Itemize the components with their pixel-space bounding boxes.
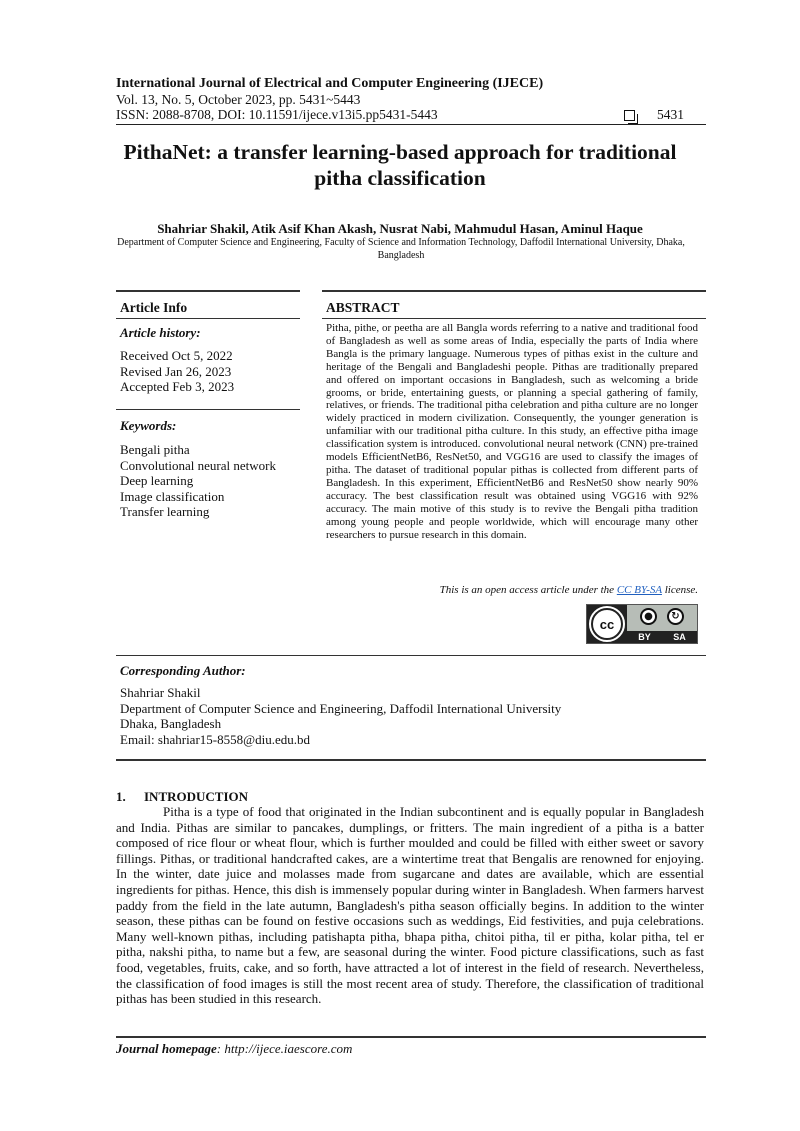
- license-prefix: This is an open access article under the: [439, 584, 617, 596]
- share-alike-icon: ↻: [667, 608, 684, 625]
- cc-icon: cc: [591, 608, 623, 640]
- homepage-url[interactable]: : http://ijece.iaescore.com: [216, 1041, 353, 1056]
- page-box-icon: [624, 110, 635, 121]
- received-date: Received Oct 5, 2022: [120, 348, 233, 363]
- keywords-heading: Keywords:: [120, 418, 177, 433]
- author-email: Email: shahriar15-8558@diu.edu.bd: [120, 731, 310, 747]
- homepage-label: Journal homepage: [116, 1041, 217, 1056]
- cc-logo: [587, 605, 627, 643]
- keyword-item: Deep learning: [120, 473, 194, 488]
- volume-line: Vol. 13, No. 5, October 2023, pp. 5431~5443: [116, 92, 361, 107]
- affiliation: Department of Computer Science and Engineering, Faculty of Science and Information Technology, Daffodil International University, Dhaka, Bangladesh: [117, 237, 685, 261]
- section-title: INTRODUCTION: [144, 789, 249, 804]
- issn-doi: ISSN: 2088-8708, DOI: 10.11591/ijece.v13i5.pp5431-5443: [116, 107, 438, 122]
- attribution-person-icon: ●: [640, 608, 657, 625]
- issn-line: [116, 107, 686, 123]
- cc-attribution-panel: [627, 605, 697, 643]
- keyword-item: Bengali pitha: [120, 442, 190, 457]
- page-number: 5431: [657, 107, 684, 122]
- abstract-text: Pitha, pithe, or peetha are all Bangla words referring to a native and traditional food of Bangladesh as well as some areas of India, especially the parts of India where Bangla is the primary language. Numerous types of pithas exist in the culture and heritage of the Bengali and Bangladeshi people. Pithas are traditionally prepared and offered on important occasions in Bangladesh, such as welcoming a bride grooms, or bride, entertaining guests, or planning a special gathering of family, relatives, or friends. The traditional pitha celebration and pitha culture are no longer widely practiced in modern civilization. Consequently, the younger generation is unfamiliar with our traditional pitha culture. In this study, an effective pitha image classification system is introduced. convolutional neural network (CNN) pre-trained models EfficientNetB6, ResNet50, and VGG16 are used to classify the images of pitha. The dataset of traditional popular pithas is collected from different parts of Bangladesh. In this experiment, EfficientNetB6 and ResNet50 show nearly 90% accuracy. The best classification result was obtained using VGG16 with 92% accuracy. The main motive of this study is to revive the Bengali pitha tradition among young people and people worldwide, which will encourage many other researchers to pursue research in this domain.: [326, 322, 698, 541]
- accepted-date: Accepted Feb 3, 2023: [120, 379, 235, 394]
- keywords-list: [120, 442, 276, 520]
- article-info-heading: Article Info: [120, 300, 188, 315]
- journal-homepage: [116, 1041, 352, 1057]
- corresponding-heading: Corresponding Author:: [120, 663, 246, 678]
- keyword-item: Transfer learning: [120, 504, 210, 519]
- page-number-group: [624, 107, 684, 123]
- section-number: 1.: [116, 789, 126, 804]
- abstract-top-rule: [322, 290, 706, 292]
- article-history-heading: Article history:: [120, 325, 201, 340]
- article-history: [120, 348, 234, 395]
- cc-by-sa-link[interactable]: CC BY-SA: [616, 584, 662, 596]
- revised-date: Revised Jan 26, 2023: [120, 363, 232, 379]
- article-info-head-rule: [116, 318, 300, 319]
- abstract-head-rule: [322, 318, 706, 319]
- introduction-paragraph: Pitha is a type of food that originated in the Indian subcontinent and is equally popular in Bangladesh and India. Pithas are similar to pancakes, dumplings, or fritters. The main ingredient of a pitha is a batter composed of rice flour or wheat flour, which is further moulded and could be filled with either sweet or savory fillings. Pithas, or traditional handcrafted cakes, are a wintertime treat that Bengalis are renowned for enjoying. In the winter, date juice and molasses made from sugarcane and dates are available, which are essential ingredients for pithas. Hence, this dish is immensely popular during winter in Bangladesh. When farmers harvest paddy from the field in the late autumn, Bangladesh's pitha season officially begins. In addition to the winter season, these pithas can be found on festive occasions such as weddings, Eid festivities, and puja celebrations. Many well-known pithas, including patishapta pitha, bhapa pitha, chitoi pitha, til er pitha, kolar pitha, tel er pitha, nakshi pitha, to name but a few, are seasonal during the winter. Food picture classifications, such as fast food, vegetables, fruits, cake, and so forth, have attracted a lot of interest in the field of research. Nevertheless, the classification of food images is still the most recent area of study. Therefore, the classification of traditional pithas has been studied in this research.: [116, 804, 704, 1007]
- paper-title: PithaNet: a transfer learning-based approach for traditional pitha classification: [123, 140, 677, 190]
- author-name: Shahriar Shakil: [120, 685, 201, 700]
- article-info-top-rule: [116, 290, 300, 292]
- by-label: BY: [638, 632, 651, 642]
- author-city: Dhaka, Bangladesh: [120, 716, 222, 731]
- keyword-item: Image classification: [120, 488, 225, 504]
- cc-labels: [627, 631, 697, 643]
- header-rule: [116, 124, 706, 125]
- info-bottom-rule: [116, 759, 706, 761]
- introduction-text: [116, 804, 704, 1007]
- keyword-item: Convolutional neural network: [120, 457, 276, 473]
- license-line: [326, 584, 698, 596]
- author-department: Department of Computer Science and Engineering, Daffodil International University: [120, 700, 562, 716]
- keywords-rule: [116, 409, 300, 410]
- abstract-heading: ABSTRACT: [326, 300, 400, 315]
- sa-label: SA: [673, 632, 686, 642]
- corresponding-rule: [116, 655, 706, 656]
- corresponding-author: [120, 685, 561, 747]
- journal-name: International Journal of Electrical and Computer Engineering (IJECE): [116, 76, 544, 91]
- cc-icons: [640, 608, 684, 625]
- footer-rule: [116, 1036, 706, 1038]
- section-heading: [116, 789, 248, 805]
- authors: Shahriar Shakil, Atik Asif Khan Akash, Nusrat Nabi, Mahmudul Hasan, Aminul Haque: [157, 221, 643, 236]
- cc-license-badge[interactable]: [586, 604, 698, 644]
- license-suffix: license.: [661, 584, 698, 596]
